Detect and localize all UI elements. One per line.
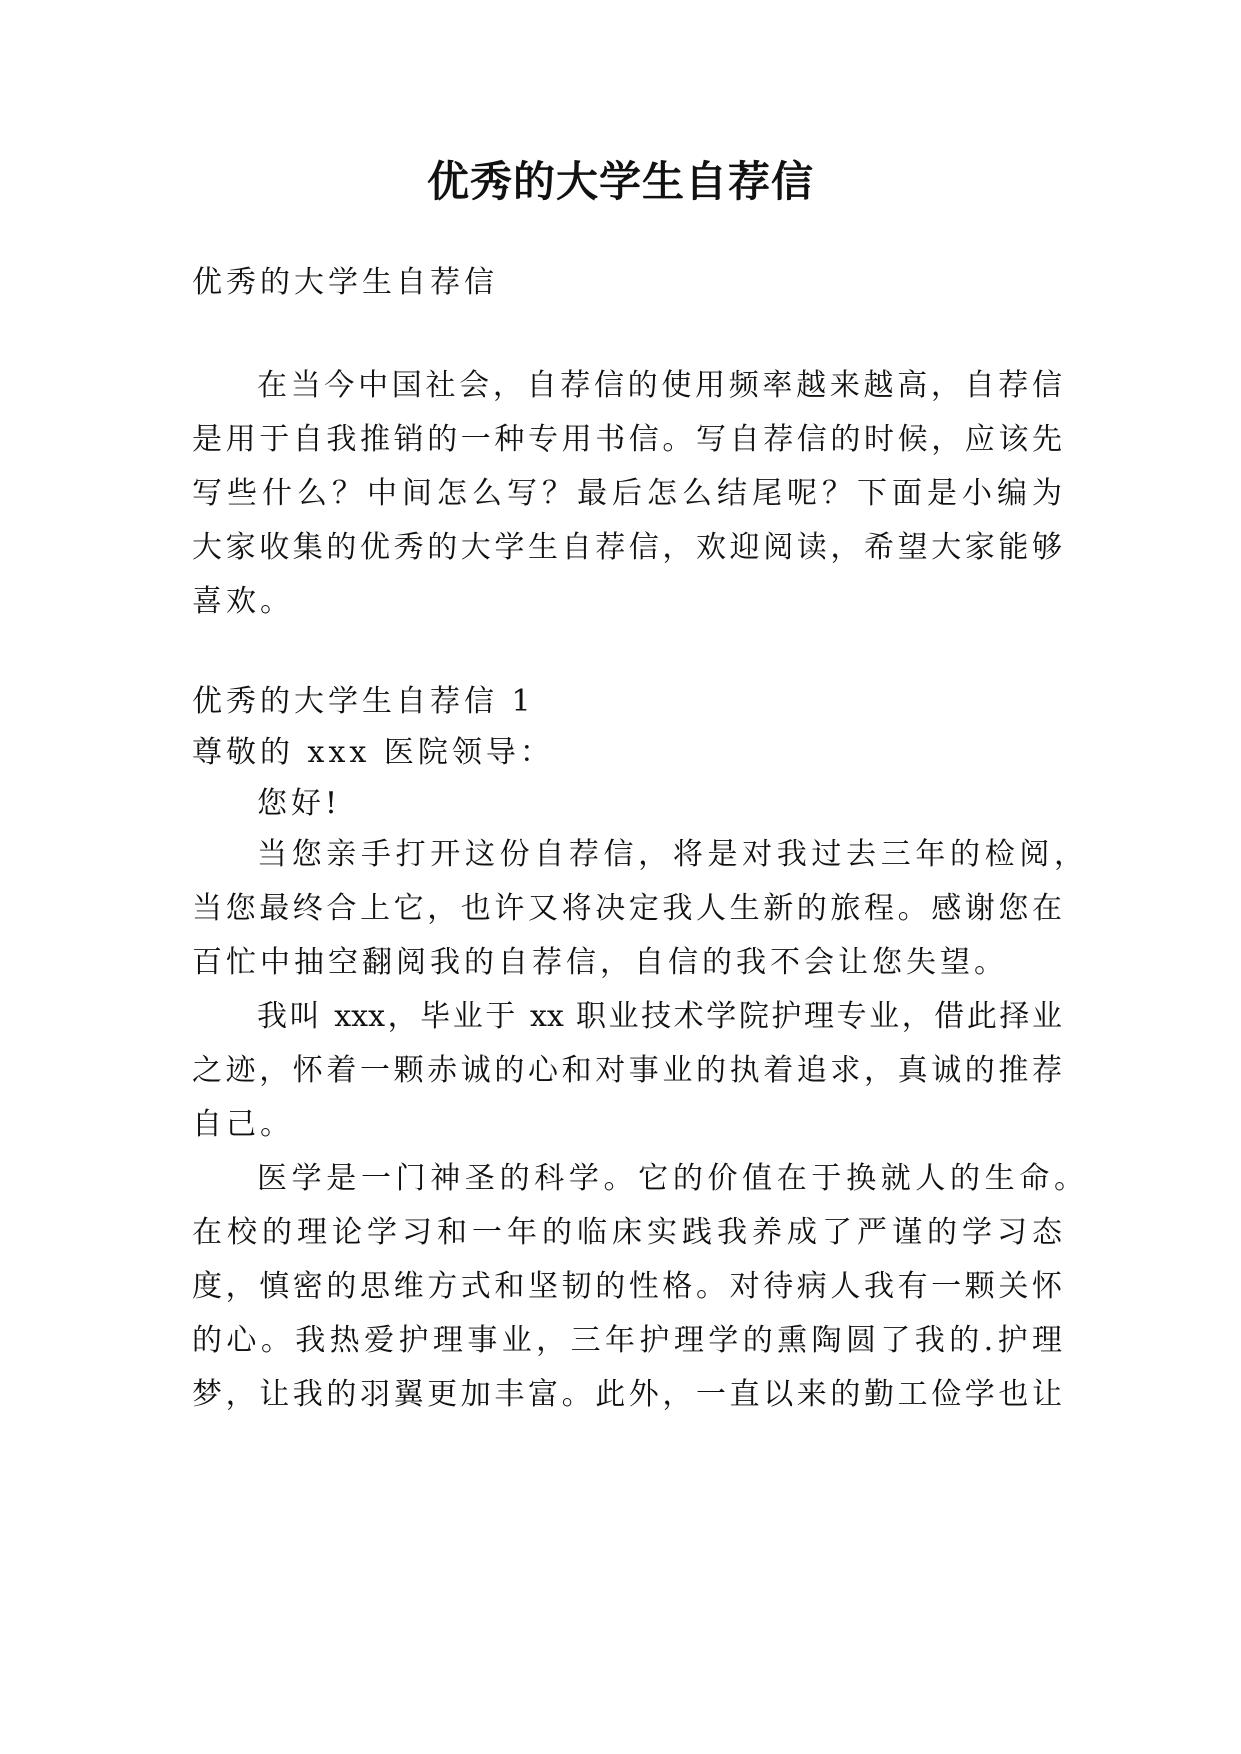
paragraph-line: 梦，让我的羽翼更加丰富。此外，一直以来的勤工俭学也让	[192, 1377, 1062, 1412]
paragraph-line: 当您最终合上它，也许又将决定我人生新的旅程。感谢您在	[192, 891, 1062, 926]
paragraph-line: 医学是一门神圣的科学。它的价值在于换就人的生命。	[257, 1161, 1084, 1196]
paragraph-line: 当您亲手打开这份自荐信，将是对我过去三年的检阅，	[257, 837, 1084, 872]
intro-line: 写些什么？中间怎么写？最后怎么结尾呢？下面是小编为	[192, 476, 1062, 511]
paragraph-line: 自己。	[192, 1107, 294, 1142]
subtitle: 优秀的大学生自荐信	[192, 265, 498, 300]
intro-line: 大家收集的优秀的大学生自荐信，欢迎阅读，希望大家能够	[192, 530, 1062, 565]
intro-line: 喜欢。	[192, 584, 294, 619]
paragraph-line: 度，慎密的思维方式和坚韧的性格。对待病人我有一颗关怀	[192, 1269, 1062, 1304]
paragraph-line: 百忙中抽空翻阅我的自荐信，自信的我不会让您失望。	[192, 945, 1008, 980]
intro-line: 在当今中国社会，自荐信的使用频率越来越高，自荐信	[257, 368, 1062, 403]
intro-line: 是用于自我推销的一种专用书信。写自荐信的时候，应该先	[192, 422, 1062, 457]
paragraph-line: 我叫 xxx，毕业于 xx 职业技术学院护理专业，借此择业	[257, 999, 1062, 1034]
salutation: 尊敬的 xxx 医院领导：	[192, 735, 554, 770]
paragraph-line: 的心。我热爱护理事业，三年护理学的熏陶圆了我的.护理	[192, 1323, 1062, 1358]
letter-heading: 优秀的大学生自荐信 1	[192, 684, 535, 719]
paragraph-line: 在校的理论学习和一年的临床实践我养成了严谨的学习态	[192, 1215, 1062, 1250]
paragraph-line: 之迹，怀着一颗赤诚的心和对事业的执着追求，真诚的推荐	[192, 1053, 1062, 1088]
document-title: 优秀的大学生自荐信	[426, 157, 814, 206]
greeting: 您好!	[257, 786, 342, 821]
